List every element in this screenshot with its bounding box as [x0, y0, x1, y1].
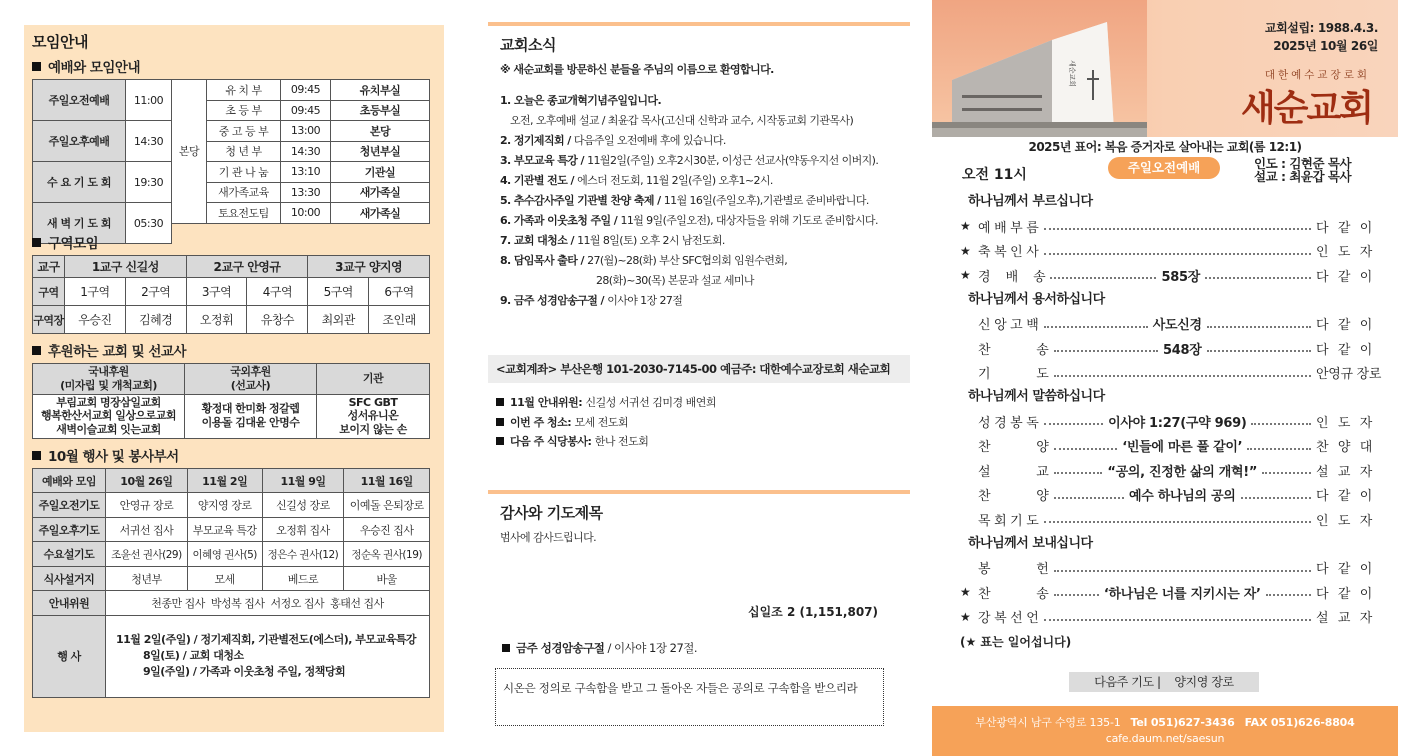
worship-section-title: 하나님께서 부르십니다	[968, 194, 1093, 209]
list-item: 9. 금주 성경암송구절 / 이사야 1장 27절	[500, 294, 683, 307]
service-leaders: 인도 : 김현준 목사 설교 : 최윤갑 목사	[1254, 156, 1352, 184]
domestic-list: 부림교회 명장삼일교회 행복한산서교회 일상으로교회 새벽이슬교회 잇는교회	[33, 394, 185, 438]
dot-leader	[1205, 271, 1311, 279]
dept-time: 13:10	[281, 162, 331, 183]
service-name: 주일오전예배	[33, 80, 126, 121]
events-heading: 10월 행사 및 봉사부서	[32, 445, 430, 465]
district-cell: 5구역	[308, 278, 369, 306]
square-bullet-icon	[32, 346, 41, 355]
denomination: 대한예수교장로회	[1264, 69, 1370, 81]
worship-item-detail: ‘빈들에 마른 풀 같이’	[1122, 440, 1243, 456]
svg-text:새순교회: 새순교회	[1068, 60, 1076, 88]
list-item: 6. 가족과 이웃초청 주일 / 11월 9일(주일오전), 대상자들을 위해 기도로 준비합시다.	[500, 214, 878, 227]
star-icon: ★	[960, 609, 971, 624]
dot-leader	[1054, 442, 1118, 450]
dept-time: 14:30	[281, 141, 331, 162]
star-icon: ★	[960, 585, 971, 600]
dept-time: 09:45	[281, 100, 331, 121]
worship-item-person: 다 같 이	[1316, 586, 1372, 602]
foreign-list: 황정대 한미화 정갈렙 이용돌 김대윤 안명수	[185, 394, 317, 438]
district-cell: 3구역	[186, 278, 247, 306]
list-item: 오전, 오후예배 설교 / 최윤갑 목사(고신대 신학과 교수, 시작동교회 기관목사)	[510, 114, 854, 127]
duty-cell: 베드로	[262, 566, 344, 591]
duty-cell: 서귀선 집사	[106, 517, 188, 542]
worship-item-detail: “공의, 진정한 삶의 개혁!”	[1107, 464, 1258, 480]
worship-item-person: 다 같 이	[1316, 220, 1372, 236]
support-heading: 후원하는 교회 및 선교사	[32, 340, 430, 360]
worship-section-title: 하나님께서 용서하십니다	[968, 291, 1105, 307]
group-cell: 3교구 양지영	[308, 256, 430, 278]
event-line: 9일(주일) / 가족과 이웃초청 주일, 정책당회	[143, 665, 346, 679]
news-panel	[488, 22, 910, 742]
worship-section-title: 하나님께서 말씀하십니다	[968, 389, 1105, 404]
thanks-text: 범사에 감사드립니다.	[500, 530, 597, 544]
event-label: 행 사	[33, 615, 106, 697]
dept-place: 유치부실	[331, 80, 430, 101]
worship-item-name: 찬 양	[978, 489, 1049, 505]
bulletin-cover	[932, 0, 1398, 756]
worship-item-detail: 585장	[1161, 269, 1200, 285]
worship-item-name: 경 배 송	[978, 269, 1046, 285]
duty-cell: 부모교육 특강	[187, 517, 262, 542]
service-name: 수 요 기 도 회	[33, 162, 126, 203]
dept-name: 청 년 부	[207, 141, 281, 162]
founded-date: 교회설립: 1988.4.3. 2025년 10월 26일	[1264, 21, 1378, 53]
duty-label: 주일오후기도	[33, 517, 106, 542]
dot-leader	[1262, 466, 1311, 474]
star-icon: ★	[960, 219, 971, 234]
worship-item-name: 기 도	[978, 367, 1049, 383]
worship-table	[32, 79, 430, 244]
dot-leader	[1044, 320, 1148, 328]
standing-note: (★ 표는 일어섭니다)	[960, 635, 1072, 649]
divider	[488, 490, 910, 494]
contact-line: 부산광역시 남구 수영로 135-1 Tel 051)627-3436 FAX 051)626-8804	[975, 716, 1355, 729]
dot-leader	[1050, 271, 1156, 279]
event-cell	[106, 615, 430, 697]
duty-label: 식사설거지	[33, 566, 106, 591]
district-table	[32, 255, 430, 334]
meeting-info-title: 모임안내	[32, 33, 88, 51]
worship-item-detail: 이사야 1:27(구약 969)	[1108, 415, 1247, 431]
dept-place: 새가족실	[331, 182, 430, 203]
district-cell: 1구역	[65, 278, 126, 306]
square-bullet-icon	[496, 437, 504, 445]
duty-cell: 정순옥 권사(19)	[344, 542, 430, 567]
worship-item-detail: 예수 하나님의 공의	[1129, 489, 1236, 505]
motto: 2025년 표어: 복음 증거자로 살아내는 교회(롬 12:1)	[1028, 140, 1302, 154]
support-table	[32, 363, 430, 439]
star-icon: ★	[960, 268, 971, 283]
dept-place: 기관실	[331, 162, 430, 183]
dept-time: 13:30	[281, 182, 331, 203]
duty-cell: 이예돌 은퇴장로	[344, 493, 430, 518]
dot-leader	[1241, 491, 1311, 499]
divider	[488, 22, 910, 26]
dept-name: 초 등 부	[207, 100, 281, 121]
worship-item-name: 봉 헌	[978, 562, 1049, 578]
meeting-info-panel	[24, 25, 444, 732]
worship-item-name: 설 교	[978, 464, 1049, 480]
news-list	[500, 91, 910, 311]
dot-leader	[1054, 564, 1311, 572]
service-time: 05:30	[126, 203, 172, 244]
group-cell: 2교구 안영규	[186, 256, 308, 278]
duty-cell: 오정휘 집사	[262, 517, 344, 542]
duty-cell: 이혜영 권사(5)	[187, 542, 262, 567]
dept-time: 09:45	[281, 80, 331, 101]
worship-item-person: 다 같 이	[1316, 318, 1373, 334]
dot-leader	[1044, 222, 1311, 230]
worship-item	[960, 507, 1372, 532]
square-bullet-icon	[496, 418, 504, 426]
duty-cell: 조윤선 권사(29)	[106, 542, 188, 567]
welcome-text: ※ 새순교회를 방문하신 분들을 주님의 이름으로 환영합니다.	[500, 63, 774, 76]
worship-item	[960, 214, 1372, 239]
list-item: 11월 안내위원: 신길성 서귀선 김미경 배연희	[496, 393, 910, 413]
duty-cell: 모세	[187, 566, 262, 591]
star-icon: ★	[960, 243, 971, 258]
worship-item	[960, 580, 1372, 605]
worship-item-person: 인 도 자	[1316, 245, 1372, 261]
list-item: 1. 오늘은 종교개혁기념주일입니다.	[500, 94, 662, 107]
event-line: 8일(토) / 교회 대청소	[143, 649, 244, 663]
leader-label: 구역장	[33, 306, 65, 334]
group-cell: 1교구 신길성	[65, 256, 187, 278]
leader-cell: 조인래	[369, 306, 430, 334]
worship-item-person: 찬 양 대	[1316, 440, 1373, 456]
leader-cell: 최외관	[308, 306, 369, 334]
service-time: 11:00	[126, 80, 172, 121]
worship-item-person: 설 교 자	[1316, 464, 1372, 480]
worship-item	[960, 312, 1372, 337]
service-name: 새 벽 기 도 회	[33, 203, 126, 244]
worship-item-detail: ‘하나님은 너를 지키시는 자’	[1103, 586, 1261, 602]
header-banner	[932, 0, 1398, 137]
duty-cell: 우승진 집사	[344, 517, 430, 542]
event-line: 11월 2일(주일) / 정기제직회, 기관별전도(에스더), 부모교육특강	[116, 633, 416, 647]
worship-item-name: 찬 송	[978, 586, 1049, 602]
org-head: 기관	[317, 364, 430, 395]
order-of-worship	[960, 190, 1382, 650]
memory-verse-heading: 금주 성경암송구절 / 이사야 1장 27절.	[502, 640, 910, 656]
list-item: 2. 정기제직회 / 다음주일 오전예배 후에 있습니다.	[500, 134, 726, 147]
foreign-head: 국외후원 (선교사)	[185, 364, 317, 395]
worship-item	[960, 263, 1372, 288]
footer	[932, 706, 1398, 756]
worship-item-name: 성 경 봉 독	[978, 415, 1039, 431]
dept-name: 중 고 등 부	[207, 121, 281, 142]
list-item: 7. 교회 대청소 / 11월 8일(토) 오후 2시 남전도회.	[500, 234, 725, 247]
duty-cell: 바울	[344, 566, 430, 591]
dept-name: 기 관 나 눔	[207, 162, 281, 183]
church-building-image	[932, 0, 1147, 137]
dept-name: 유 치 부	[207, 80, 281, 101]
square-bullet-icon	[32, 62, 41, 71]
event-date: 11월 16일	[344, 468, 430, 493]
square-bullet-icon	[502, 644, 510, 652]
district-cell: 6구역	[369, 278, 430, 306]
dot-leader	[1207, 320, 1311, 328]
worship-item-person: 다 같 이	[1316, 269, 1372, 285]
dot-leader	[1044, 247, 1311, 255]
org-list: SFC GBT 성서유니온 보이지 않는 손	[317, 394, 430, 438]
duty-cell: 양지영 장로	[187, 493, 262, 518]
worship-item	[960, 434, 1372, 459]
dot-leader	[1054, 344, 1159, 352]
worship-item-person: 다 같 이	[1316, 562, 1372, 578]
list-item: 이번 주 청소: 모세 전도회	[496, 413, 910, 433]
district-cell: 2구역	[125, 278, 186, 306]
worship-item-person: 설 교 자	[1316, 611, 1372, 627]
dot-leader	[1054, 588, 1099, 596]
bank-account: <교회계좌> 부산은행 101-2030-7145-00 예금주: 대한예수교장로회 새순교회	[488, 355, 910, 383]
worship-item-detail: 548장	[1163, 342, 1202, 358]
dot-leader	[1044, 613, 1311, 621]
church-name: 새순교회	[1240, 88, 1372, 129]
domestic-head: 국내후원 (미자립 및 개척교회)	[33, 364, 185, 395]
event-date: 10월 26일	[106, 468, 188, 493]
district-heading: 구역모임	[32, 232, 430, 252]
worship-item	[960, 361, 1382, 386]
service-time: 오전 11시	[962, 167, 1027, 183]
list-item: 28(화)~30(목) 본문과 설교 세미나	[596, 274, 754, 287]
dept-name: 새가족교육	[207, 182, 281, 203]
worship-item-person: 다 같 이	[1316, 489, 1373, 505]
events-corner: 예배와 모임	[33, 468, 106, 493]
worship-item-name: 목 회 기 도	[978, 513, 1039, 529]
guide-label: 안내위원	[33, 591, 106, 616]
dept-time: 10:00	[281, 203, 331, 224]
list-item: 4. 기관별 전도 / 에스더 전도회, 11월 2일(주일) 오후1~2시.	[500, 174, 773, 187]
event-date: 11월 9일	[262, 468, 344, 493]
worship-item	[960, 239, 1372, 264]
event-date: 11월 2일	[187, 468, 262, 493]
worship-item-name: 축 복 인 사	[978, 245, 1039, 261]
dot-leader	[1054, 491, 1124, 499]
square-bullet-icon	[496, 398, 504, 406]
guide-cell: 천종만 집사 박성복 집사 서정오 집사 홍태선 집사	[106, 591, 430, 616]
service-time: 14:30	[126, 121, 172, 162]
leader-cell: 우승진	[65, 306, 126, 334]
dot-leader	[1251, 417, 1311, 425]
group-label: 교구	[33, 256, 65, 278]
worship-item-person: 인 도 자	[1316, 415, 1372, 431]
dept-time: 13:00	[281, 121, 331, 142]
service-place: 본당	[172, 80, 207, 224]
duty-label: 수요설기도	[33, 542, 106, 567]
dot-leader	[1054, 466, 1103, 474]
thanks-title: 감사와 기도제목	[500, 503, 603, 522]
next-week-prayer: 다음주 기도 | 양지영 장로	[1069, 672, 1259, 692]
list-item: 3. 부모교육 특강 / 11월2일(주일) 오후2시30분, 이성근 선교사(약동우지선 이버지).	[500, 154, 879, 167]
dot-leader	[1266, 588, 1311, 596]
tithe-text: 십일조 2 (1,151,807)	[747, 604, 878, 619]
worship-item-name: 예 배 부 름	[978, 220, 1039, 236]
square-bullet-icon	[32, 451, 41, 460]
worship-item-person: 인 도 자	[1316, 513, 1372, 529]
service-time: 19:30	[126, 162, 172, 203]
leader-cell: 유창수	[247, 306, 308, 334]
service-name: 주일오후예배	[33, 121, 126, 162]
list-item: 다음 주 식당봉사: 한나 전도회	[496, 432, 910, 452]
worship-item	[960, 409, 1372, 434]
worship-item-name: 찬 송	[978, 342, 1049, 358]
leader-cell: 김혜경	[125, 306, 186, 334]
dot-leader	[1044, 417, 1104, 425]
cafe-url: cafe.daum.net/saesun	[1105, 732, 1225, 745]
dot-leader	[1207, 344, 1312, 352]
district-cell: 4구역	[247, 278, 308, 306]
leader-cell: 오정휘	[186, 306, 247, 334]
worship-item-name: 신 앙 고 백	[978, 318, 1039, 334]
info-list	[496, 393, 910, 452]
news-title: 교회소식	[500, 36, 556, 54]
dept-place: 본당	[331, 121, 430, 142]
worship-item	[960, 336, 1372, 361]
events-table	[32, 468, 430, 698]
dot-leader	[1054, 369, 1311, 377]
dept-place: 초등부실	[331, 100, 430, 121]
duty-cell: 안영규 장로	[106, 493, 188, 518]
duty-cell: 정은수 권사(12)	[262, 542, 344, 567]
district-label: 구역	[33, 278, 65, 306]
worship-item-person: 다 같 이	[1316, 342, 1373, 358]
dept-place: 새가족실	[331, 203, 430, 224]
worship-item-name: 강 복 선 언	[978, 611, 1039, 627]
dot-leader	[1247, 442, 1311, 450]
worship-item	[960, 556, 1372, 581]
worship-item-person: 안영규 장로	[1316, 367, 1382, 383]
worship-item-name: 찬 양	[978, 440, 1049, 456]
worship-item	[960, 458, 1372, 483]
verse-box: 시온은 정의로 구속함을 받고 그 돌아온 자들은 공의로 구속함을 받으리라	[495, 668, 884, 726]
worship-section-title: 하나님께서 보내십니다	[968, 535, 1093, 551]
worship-item	[960, 605, 1372, 630]
worship-item	[960, 483, 1372, 508]
duty-cell: 신길성 장로	[262, 493, 344, 518]
list-item: 8. 담임목사 출타 / 27(월)~28(화) 부산 SFC협의회 임원수련회,	[500, 254, 788, 267]
list-item: 5. 추수감사주일 기관별 찬양 축제 / 11월 16일(주일오후),기관별로 준비바랍니다.	[500, 194, 869, 207]
duty-label: 주일오전기도	[33, 493, 106, 518]
dot-leader	[1044, 515, 1311, 523]
dept-place: 청년부실	[331, 141, 430, 162]
square-bullet-icon	[32, 238, 41, 247]
worship-heading: 예배와 모임안내	[32, 56, 430, 76]
dept-name: 토요전도팀	[207, 203, 281, 224]
worship-item-detail: 사도신경	[1152, 318, 1202, 334]
duty-cell: 청년부	[106, 566, 188, 591]
service-badge: 주일오전예배	[1108, 157, 1220, 179]
